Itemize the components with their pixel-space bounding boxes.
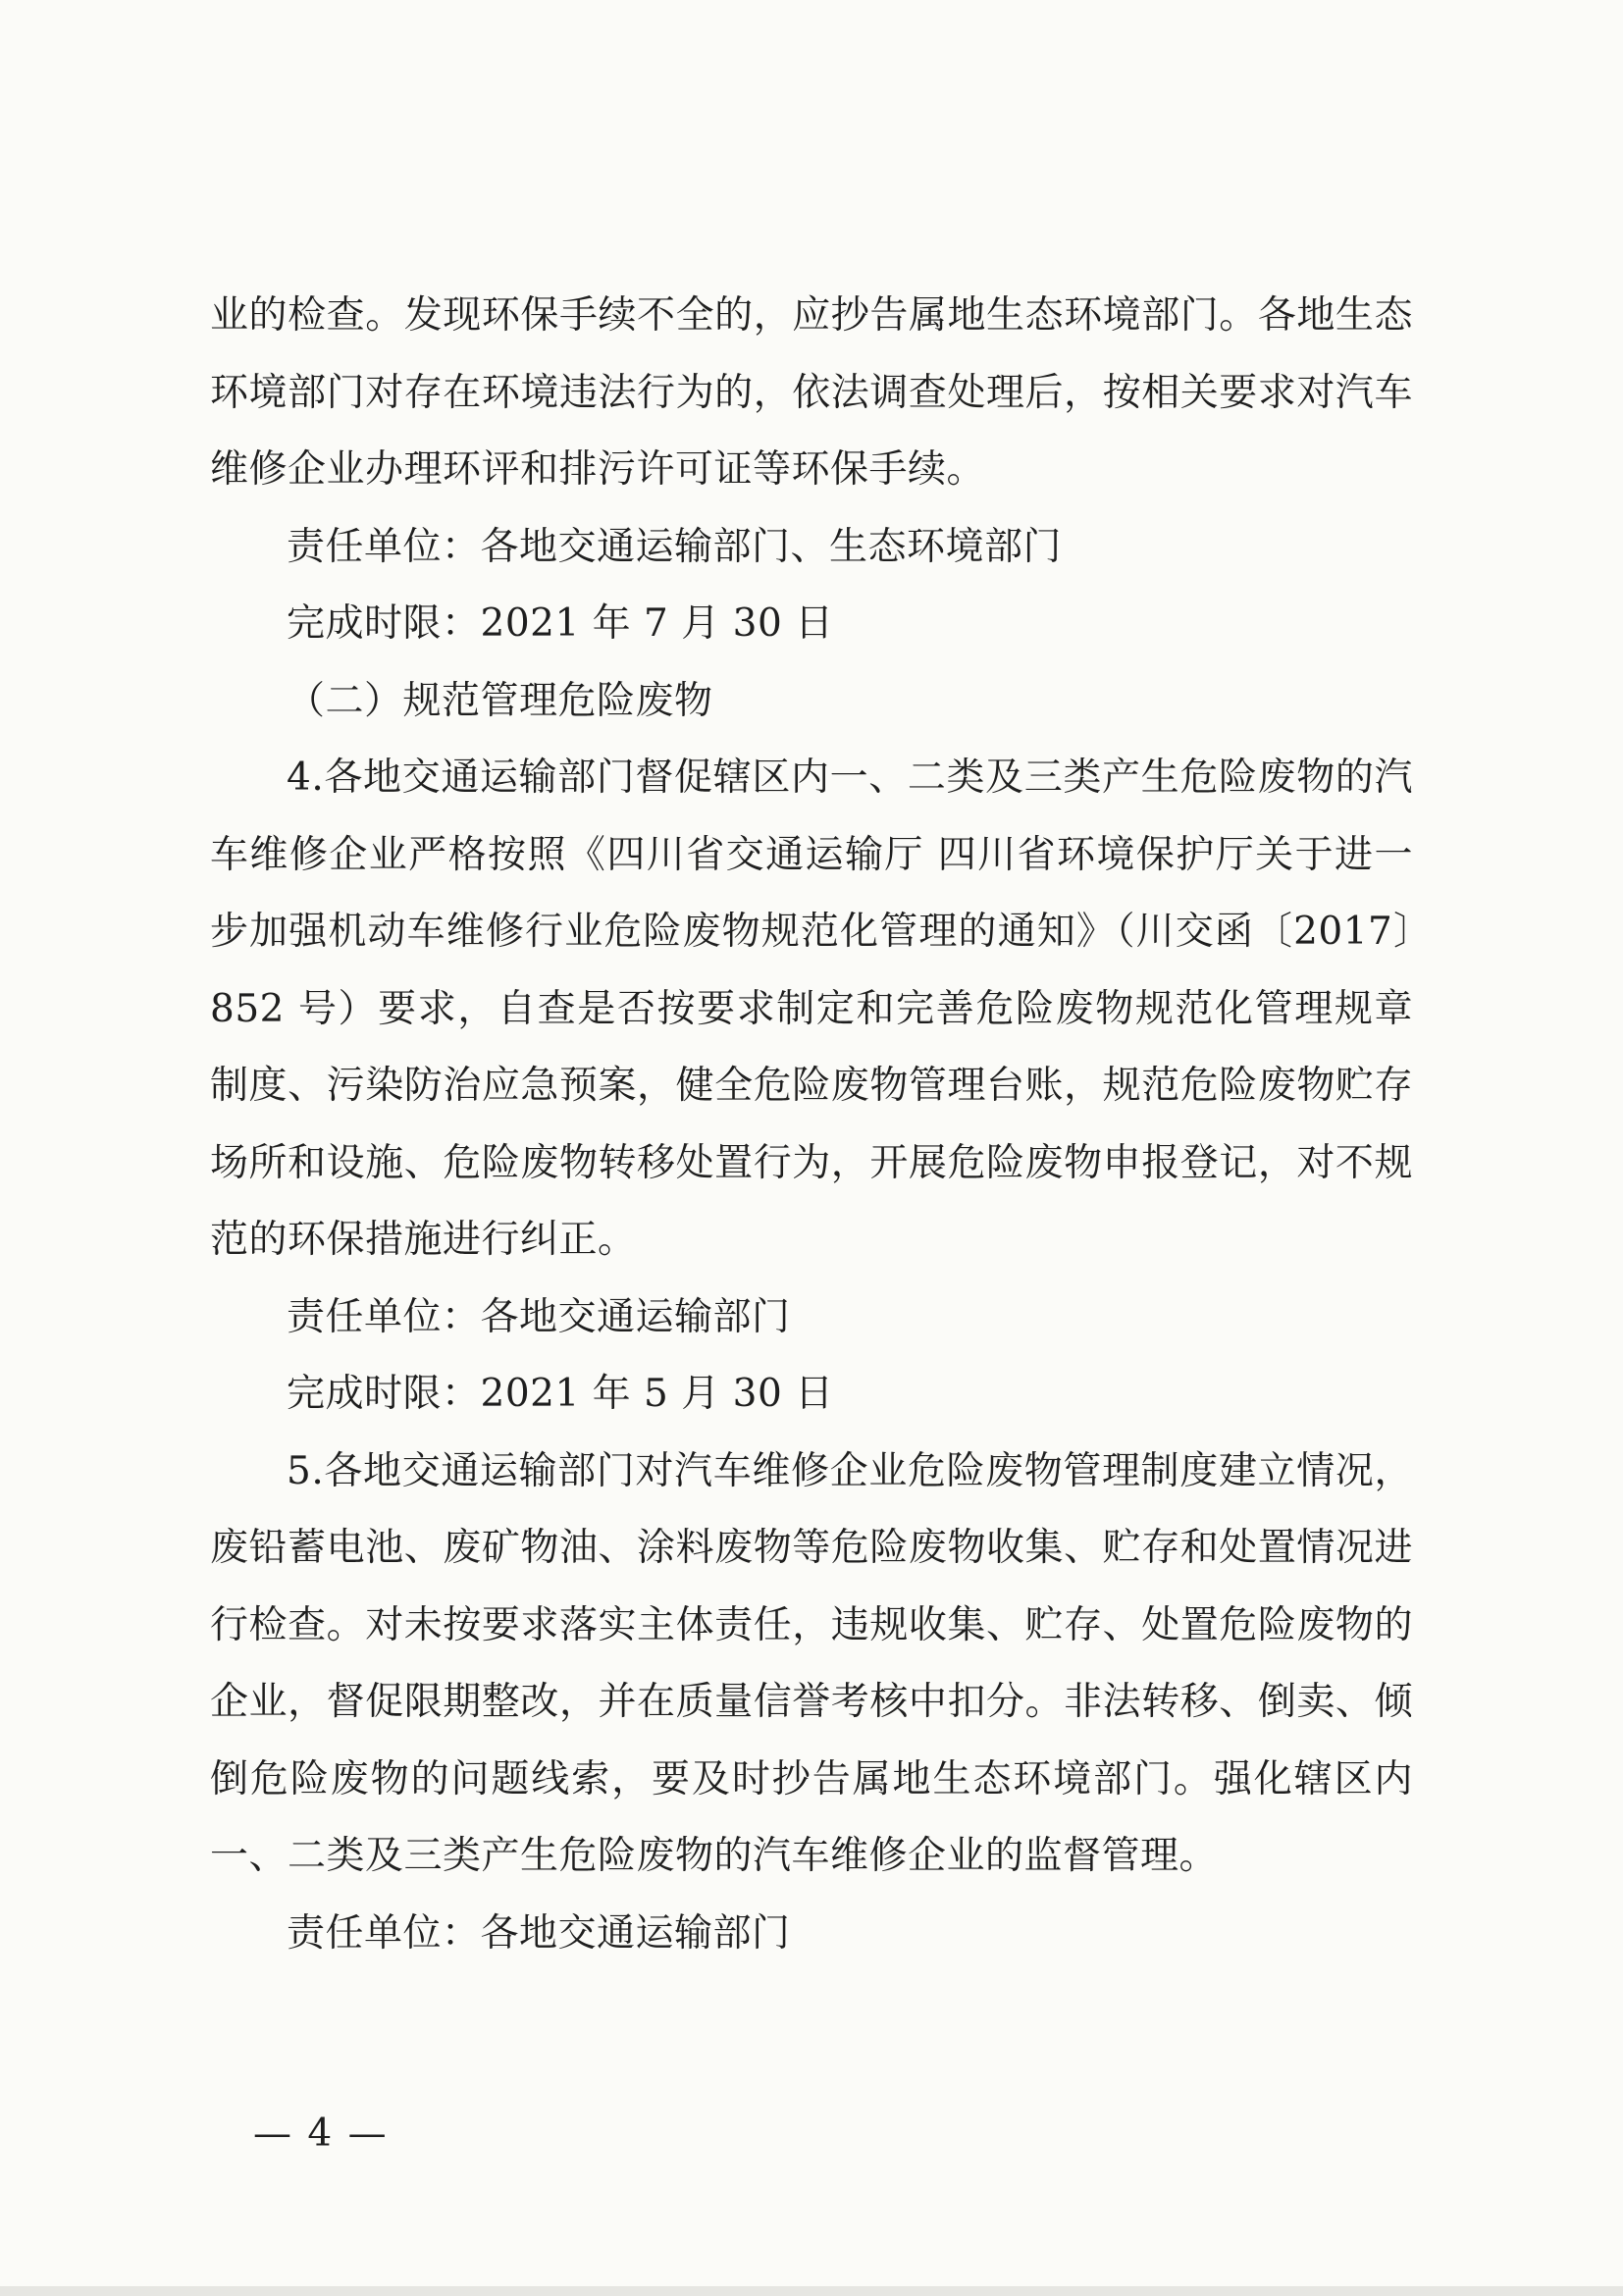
paragraph-item-5: 5.各地交通运输部门对汽车维修企业危险废物管理制度建立情况，废铅蓄电池、废矿物油、涂料废物等危险废物收集、贮存和处置情况进行检查。对未按要求落实主体责任，违规收集、贮存、处置危险废物的企业，督促限期整改，并在质量信誉考核中扣分。非法转移、倒卖、倾倒危险废物的问题线索，要及时抄告属地生态环境部门。强化辖区内一、二类及三类产生危险废物的汽车维修企业的监督管理。	[210, 1448, 1413, 1878]
responsible-units-line: 责任单位：各地交通运输部门、生态环境部门	[287, 524, 1063, 569]
document-body	[210, 278, 1413, 1972]
section-heading-hazardous-waste: （二）规范管理危险废物	[287, 678, 713, 723]
paragraph-enterprise-inspection: 业的检查。发现环保手续不全的，应抄告属地生态环境部门。各地生态环境部门对存在环境违法行为的，依法调查处理后，按相关要求对汽车维修企业办理环评和排污许可证等环保手续。	[210, 293, 1413, 492]
page-number: — 4 —	[253, 2112, 389, 2156]
deadline-line: 完成时限：2021 年 7 月 30 日	[287, 601, 834, 646]
paragraph-item-4: 4.各地交通运输部门督促辖区内一、二类及三类产生危险废物的汽车维修企业严格按照《四川省交通运输厅 四川省环境保护厅关于进一步加强机动车维修行业危险废物规范化管理的通知》（川交函〔2017〕852 号）要求，自查是否按要求制定和完善危险废物规范化管理规章制度、污染防治应急预案，健全危险废物管理台账，规范危险废物贮存场所和设施、危险废物转移处置行为，开展危险废物申报登记，对不规范的环保措施进行纠正。	[210, 756, 1413, 1262]
deadline-line: 完成时限：2021 年 5 月 30 日	[287, 1372, 834, 1416]
responsible-units-line: 责任单位：各地交通运输部门	[287, 1294, 791, 1339]
scan-bottom-edge	[0, 2286, 1623, 2296]
responsible-units-line: 责任单位：各地交通运输部门	[287, 1910, 791, 1956]
